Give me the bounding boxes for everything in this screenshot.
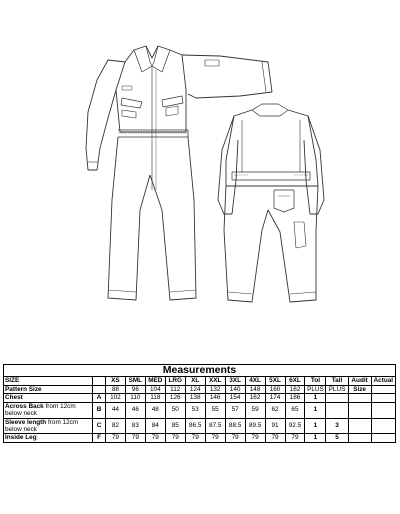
table-cell: 79 [225,434,245,443]
measurements-table [3,364,396,443]
tall-cell: 5 [326,434,348,443]
row-label: Chest [4,394,93,403]
col-header-5xl: 5XL [265,377,285,386]
table-cell: 146 [205,394,225,403]
tall-cell: 3 [326,418,348,434]
row-label-main: Across Back [5,402,44,410]
table-cell: 148 [245,385,265,394]
table-cell: 186 [285,394,305,403]
table-cell: 162 [245,394,265,403]
table-cell: 126 [165,394,185,403]
col-header-tall: Tall [326,377,348,386]
table-cell: 85 [165,418,185,434]
row-code: B [93,402,106,418]
sleeve-length-row [4,418,396,434]
tall-cell [326,394,348,403]
tol-cell: PLUS [305,385,326,394]
table-cell: 65 [285,402,305,418]
actual-cell [371,402,395,418]
table-cell: 132 [205,385,225,394]
row-code [93,385,106,394]
actual-cell [371,418,395,434]
col-header-xl: XL [185,377,205,386]
tol-cell: 1 [305,394,326,403]
audit-cell [348,418,371,434]
table-cell: 86.5 [185,418,205,434]
table-cell: 79 [265,434,285,443]
table-cell: 112 [165,385,185,394]
row-label [4,418,93,434]
row-label [4,402,93,418]
table-cell: 53 [185,402,205,418]
table-cell: 46 [125,402,145,418]
table-cell: 82 [105,418,125,434]
tol-cell: 1 [305,434,326,443]
col-header-xs: XS [105,377,125,386]
table-cell: 140 [225,385,245,394]
table-cell: 138 [185,394,205,403]
table-cell: 174 [265,394,285,403]
tall-cell [326,402,348,418]
col-header-4xl: 4XL [245,377,265,386]
row-label-sub: from 12cm below neck [5,402,76,418]
audit-cell [348,394,371,403]
table-cell: 55 [205,402,225,418]
row-label-sub: from 12cm below neck [5,418,79,433]
actual-cell [371,434,395,443]
table-cell: 79 [245,434,265,443]
coverall-back-view [218,104,324,302]
row-code: C [93,418,106,434]
table-cell: 89.5 [245,418,265,434]
table-cell: 50 [165,402,185,418]
col-header-3xl: 3XL [225,377,245,386]
row-label: Pattern Size [4,385,93,394]
table-cell: 160 [265,385,285,394]
pattern-size-row [4,385,396,394]
tol-cell: 1 [305,418,326,434]
table-cell: 118 [145,394,165,403]
tol-cell: 1 [305,402,326,418]
table-cell: 44 [105,402,125,418]
table-cell: 79 [105,434,125,443]
inside-leg-row [4,434,396,443]
row-code: F [93,434,106,443]
measurements-title: Measurements [4,365,396,377]
table-cell: 91 [265,418,285,434]
chest-row [4,394,396,403]
col-header-audit: Audit [348,377,371,386]
col-header-code [93,377,106,386]
table-cell: 87.5 [205,418,225,434]
col-header-xxl: XXL [205,377,225,386]
table-cell: 102 [105,394,125,403]
table-cell: 88 [105,385,125,394]
table-cell: 79 [285,434,305,443]
col-header-6xl: 6XL [285,377,305,386]
row-label-main: Sleeve length [5,418,47,426]
coverall-front-view [86,46,272,300]
col-header-tol: Tol [305,377,326,386]
tall-cell: PLUS [326,385,348,394]
table-cell: 79 [145,434,165,443]
table-cell: 92.5 [285,418,305,434]
col-header-sml: SML [125,377,145,386]
table-cell: 79 [185,434,205,443]
table-cell: 154 [225,394,245,403]
table-cell: 84 [145,418,165,434]
table-cell: 96 [125,385,145,394]
size-header-row [4,377,396,386]
table-cell: 79 [165,434,185,443]
table-cell: 48 [145,402,165,418]
table-cell: 59 [245,402,265,418]
actual-cell [371,394,395,403]
table-cell: 88.5 [225,418,245,434]
audit-cell [348,402,371,418]
col-header-actual: Actual [371,377,395,386]
row-label: Inside Leg [4,434,93,443]
table-cell: 104 [145,385,165,394]
col-header-med: MED [145,377,165,386]
col-header-size: SIZE [4,377,93,386]
table-cell: 57 [225,402,245,418]
table-cell: 79 [125,434,145,443]
table-cell: 79 [205,434,225,443]
row-code: A [93,394,106,403]
table-cell: 110 [125,394,145,403]
actual-cell [371,385,395,394]
audit-cell: Size [348,385,371,394]
table-cell: 124 [185,385,205,394]
table-cell: 83 [125,418,145,434]
audit-cell [348,434,371,443]
table-cell: 62 [265,402,285,418]
across-back-row [4,402,396,418]
table-cell: 162 [285,385,305,394]
col-header-lrg: LRG [165,377,185,386]
